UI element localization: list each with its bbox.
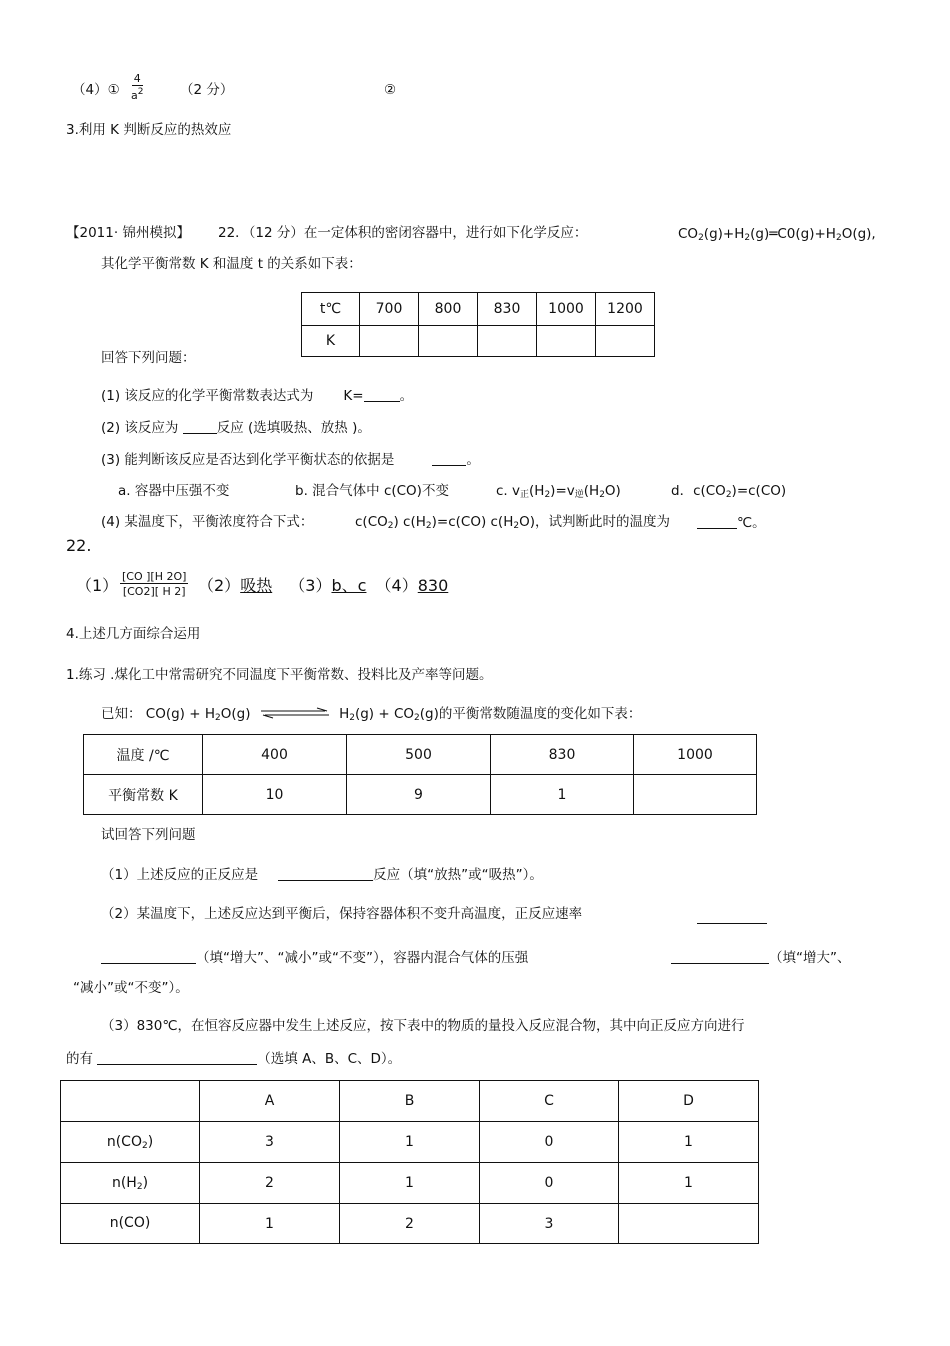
answer-22-number: 22.: [66, 536, 92, 555]
table-header-cell: 500: [347, 735, 491, 775]
table-cell: 1: [619, 1122, 759, 1163]
table-cell: 1: [619, 1163, 759, 1204]
table-cell: [537, 326, 596, 357]
practice-question-2-cont: （填“增大”、“减小”或“不变”），容器内混合气体的压强: [101, 951, 528, 966]
answer-22-part-1: （1）: [76, 576, 119, 595]
table-header-cell: D: [619, 1081, 759, 1122]
table-cell: 2: [340, 1204, 480, 1244]
table-header-cell: 830: [491, 735, 634, 775]
table-header-cell: 1000: [537, 293, 596, 326]
table-cell: 1: [340, 1122, 480, 1163]
table-header-cell: 700: [360, 293, 419, 326]
option-c: c. $v_正(H_2)=v_逆(H_2O)$: [496, 483, 621, 500]
question-4: (4) 某温度下，平衡浓度符合下式：: [101, 514, 314, 530]
answer-blank[interactable]: [697, 911, 767, 924]
table-header-cell: C: [480, 1081, 619, 1122]
problem-22-equation: $CO_2(g)+H_2(g)═C0(g)+H_2O(g)$,: [678, 226, 876, 243]
table-header-cell: 1000: [634, 735, 757, 775]
table-header-cell: 温度 /℃: [84, 735, 203, 775]
option-a: a. 容器中压强不变: [118, 483, 230, 499]
table-row: [302, 326, 655, 357]
question-2: (2) 该反应为 反应 (选填吸热、放热 )。: [101, 420, 371, 436]
answer-blank[interactable]: [671, 951, 769, 964]
answer-blank[interactable]: [97, 1052, 257, 1065]
answer-endothermic: 吸热: [240, 576, 273, 595]
question-4-answer: ℃。: [697, 516, 766, 531]
fraction-numerator: [CO ][H 2O]: [122, 570, 187, 583]
practice-question-3-cont: 的有 （选填 A、B、C、D）。: [66, 1051, 402, 1067]
table-header-cell: [61, 1081, 200, 1122]
table-cell: 3: [200, 1122, 340, 1163]
problem-22-intro: 其化学平衡常数 K 和温度 t 的关系如下表：: [101, 256, 362, 272]
table-cell: 9: [347, 775, 491, 815]
table-cell: 1: [491, 775, 634, 815]
practice-prompt: 试回答下列问题: [101, 827, 196, 843]
table-header-cell: 830: [478, 293, 537, 326]
table-row-label: $n(H_2)$: [61, 1163, 200, 1204]
equilibrium-constant-table: [83, 734, 757, 815]
table-header-cell: t℃: [302, 293, 360, 326]
table-cell: [634, 775, 757, 815]
answer-blank[interactable]: [101, 951, 196, 964]
fraction-4-over-a2: [131, 73, 143, 101]
table-row-label: $n(CO_2)$: [61, 1122, 200, 1163]
practice-title: 1.练习 .煤化工中常需研究不同温度下平衡常数、投料比及产率等问题。: [66, 667, 493, 683]
section-4-title: 4.上述几方面综合运用: [66, 626, 201, 642]
answer-bc: b、c: [331, 576, 367, 595]
table-row-label: K: [302, 326, 360, 357]
fraction-numerator: 4: [133, 72, 141, 85]
answer-22-line: （2）吸热 （3）b、c （4）830: [198, 576, 449, 595]
fraction-denominator: $a^2$: [131, 87, 144, 102]
table-row: [61, 1122, 759, 1163]
table-cell: [419, 326, 478, 357]
problem-22-source: 【2011· 锦州模拟】: [66, 225, 190, 241]
question-3: (3) 能判断该反应是否达到化学平衡状态的依据是 。: [101, 452, 480, 468]
table-cell: [360, 326, 419, 357]
table-cell: 1: [340, 1163, 480, 1204]
table-cell: [478, 326, 537, 357]
practice-known-equation: 已知： $CO(g) + H_2O(g)$ $H_2(g) + CO_2(g)$的平衡常数随温度的变化如下表：: [101, 706, 642, 723]
table-cell: 10: [203, 775, 347, 815]
feed-amount-table: [60, 1080, 759, 1244]
problem-22-statement: 22．（12 分）在一定体积的密闭容器中，进行如下化学反应：: [218, 225, 588, 241]
table-row-label: 平衡常数 K: [84, 775, 203, 815]
table-cell: [596, 326, 655, 357]
table-row: [61, 1081, 759, 1122]
answer-prompt: 回答下列问题：: [101, 350, 196, 366]
answer-4-line: [72, 84, 120, 98]
table-header-cell: A: [200, 1081, 340, 1122]
table-cell: [619, 1204, 759, 1244]
answer-blank[interactable]: [278, 868, 373, 881]
table-header-cell: B: [340, 1081, 480, 1122]
equilibrium-arrow-icon: [259, 707, 331, 719]
table-row: [84, 735, 757, 775]
answer-blank[interactable]: [364, 389, 400, 402]
temperature-k-table: [301, 292, 655, 357]
table-cell: 0: [480, 1122, 619, 1163]
answer-blank[interactable]: [183, 421, 217, 434]
question-4-condition: $c(CO_2)$ $c(H_2)=c(CO)$ $c(H_2O)$，试判断此时的温度为: [355, 514, 670, 531]
answer-830: 830: [417, 576, 449, 595]
practice-question-3: （3）830℃，在恒容反应器中发生上述反应，按下表中的物质的量投入反应混合物，其中向正反应方向进行: [101, 1018, 745, 1034]
practice-question-2-end: “减小”或“不变”）。: [73, 980, 189, 996]
table-cell: 3: [480, 1204, 619, 1244]
table-header-cell: 1200: [596, 293, 655, 326]
table-row: [84, 775, 757, 815]
question-1: (1) 该反应的化学平衡常数表达式为 K= 。: [101, 388, 414, 404]
answer-blank[interactable]: [697, 516, 737, 529]
table-header-cell: 400: [203, 735, 347, 775]
circle-two-marker: ②: [384, 82, 397, 98]
answer-blank[interactable]: [432, 453, 466, 466]
equilibrium-constant-fraction: [120, 571, 188, 597]
fraction-denominator: [CO2][ H 2]: [122, 585, 186, 598]
table-cell: 0: [480, 1163, 619, 1204]
table-cell: 2: [200, 1163, 340, 1204]
table-row: [61, 1163, 759, 1204]
table-header-cell: 800: [419, 293, 478, 326]
practice-question-2: （2）某温度下，上述反应达到平衡后，保持容器体积不变升高温度，正反应速率: [101, 906, 583, 922]
table-row: [61, 1204, 759, 1244]
table-row: [302, 293, 655, 326]
answer-4-points: （2 分）: [180, 82, 234, 98]
section-3-title: 3.利用 K 判断反应的热效应: [66, 122, 232, 138]
answer-4-prefix: （4）①: [72, 82, 120, 98]
practice-question-1: （1）上述反应的正反应是 反应（填“放热”或“吸热”）。: [101, 867, 543, 883]
practice-question-2-pressure: （填“增大”、: [671, 951, 851, 966]
option-b: b. 混合气体中 c(CO)不变: [295, 483, 449, 499]
table-row-label: n(CO): [61, 1204, 200, 1244]
option-d: d．$c(CO_2)=c(CO)$: [671, 483, 787, 500]
table-cell: 1: [200, 1204, 340, 1244]
